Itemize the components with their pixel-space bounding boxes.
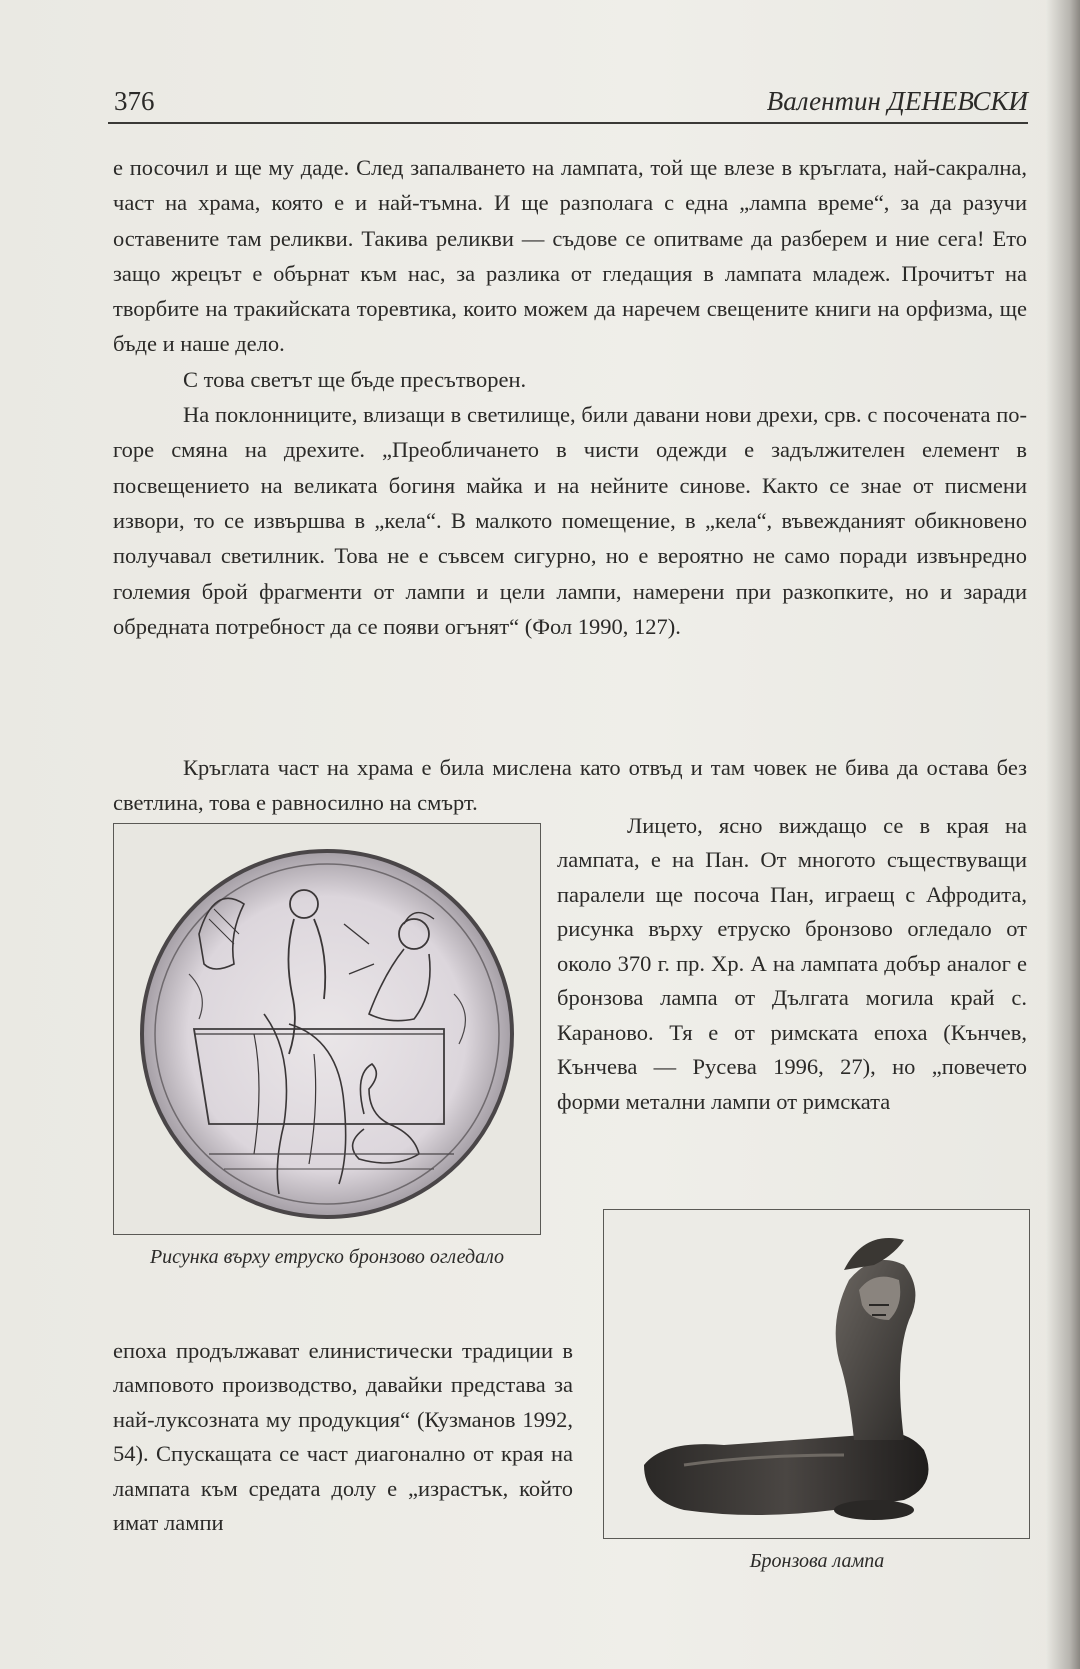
page-header xyxy=(108,86,1028,124)
bronze-lamp-photo xyxy=(604,1210,1029,1538)
page-gutter-shadow xyxy=(1046,0,1080,1669)
paragraph: епоха продължават елинистически традиции в ламповото производство, давайки представа за най-луксозната му продукция“ (Кузманов 1992, 54). Спускащата се част диагонално от края на лампата към средата долу е „израстък, който имат лампи xyxy=(113,1337,573,1535)
paragraph: На поклонниците, влизащи в светилище, били давани нови дрехи, срв. с посочената по-горе смяна на дрехите. „Преобличането в чисти одежди е задължителен елемент в посвещението на великата богиня майка и на нейните синове. Както се знае от писмени извори, то се извършва в „кела“. В малкото помещение, в „кела“, въвежданият обикновено получавал светилник. Това не е съвсем сигурно, но е вероятно не само поради извънредно големия брой фрагменти от лампи и цели лампи, намерени при разкопките, но и заради обредната потребност да се появи огънят“ (Фол 1990, 127). xyxy=(113,402,1027,639)
mirror-drawing-caption: Рисунка върху етруско бронзово огледало xyxy=(149,1246,505,1268)
paragraph: Лицето, ясно виждащо се в края на лампата, е на Пан. От многото съществуващи паралели ще посоча Пан, играещ с Афродита, рисунка върху етруско бронзово огледало от около 370 г. пр. Хр. А на лампата добър аналог е бронзова лампа от Дългата могила край с. Караново. Тя е от римската епоха (Кънчев, Кънчева — Русева 1996, 27), но „повечето форми метални лампи от римската xyxy=(557,812,1027,1114)
running-head: Валентин ДЕНЕВСКИ xyxy=(766,86,1028,116)
bronze-lamp-figure xyxy=(603,1209,1030,1539)
mirror-drawing-image xyxy=(114,824,540,1234)
paragraph: Кръглата част на храма е била мислена като отвъд и там човек не бива да остава без светлина, това е равносилно на смърт. xyxy=(113,755,1027,816)
body-text-top xyxy=(113,150,1027,644)
bronze-lamp-caption: Бронзова лампа xyxy=(749,1550,885,1572)
paragraph: С това светът ще бъде пресътворен. xyxy=(183,366,527,392)
page-number: 376 xyxy=(114,86,155,116)
paragraph: е посочил и ще му даде. След запалването на лампата, той ще влезе в кръглата, най-сакрална, част на храма, която е и най-тъмна. И ще разполага с една „лампа време“, за да разучи оставените там реликви. Такива реликви — съдове се опитваме да разберем и ние сега! Ето защо жрецът е обърнат към нас, за разлика от гледащия в лампата младеж. Прочитът на творбите на тракийската торевтика, които можем да наречем свещените книги на орфизма, ще бъде и наше дело. xyxy=(113,155,1027,357)
body-text-right-column xyxy=(557,786,1027,1142)
body-text-left-column xyxy=(113,1311,573,1563)
mirror-drawing-figure xyxy=(113,823,541,1235)
